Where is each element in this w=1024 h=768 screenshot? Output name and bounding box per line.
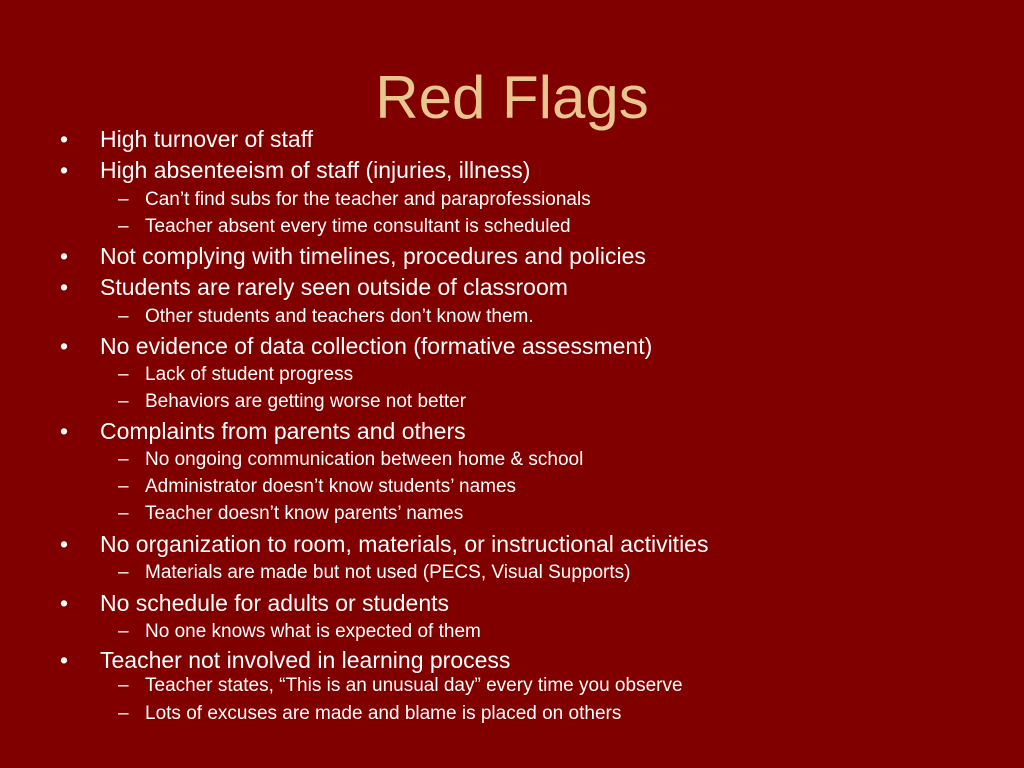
bullet-marker: • — [60, 243, 69, 269]
sub-bullet-marker: – — [118, 562, 129, 583]
sub-bullet-text: Lack of student progress — [145, 364, 354, 385]
sub-bullet-item — [118, 306, 534, 328]
sub-bullet-item — [118, 562, 630, 584]
bullet-marker: • — [60, 590, 69, 616]
sub-bullet-marker: – — [118, 503, 129, 524]
bullet-text: High turnover of staff — [100, 126, 314, 152]
sub-bullet-marker: – — [118, 189, 129, 210]
bullet-item — [60, 590, 449, 617]
bullet-text: No organization to room, materials, or instructional activities — [100, 531, 709, 557]
bullet-marker: • — [60, 274, 69, 300]
sub-bullet-item — [118, 189, 591, 211]
sub-bullet-marker: – — [118, 391, 129, 412]
bullet-text: No evidence of data collection (formative assessment) — [100, 333, 653, 359]
bullet-text: Complaints from parents and others — [100, 418, 466, 444]
sub-bullet-text: Teacher absent every time consultant is scheduled — [145, 216, 571, 237]
sub-bullet-item — [118, 364, 353, 386]
sub-bullet-marker: – — [118, 675, 129, 696]
sub-bullet-item — [118, 503, 463, 525]
bullet-text: High absenteeism of staff (injuries, illness) — [100, 157, 531, 183]
sub-bullet-item — [118, 476, 516, 498]
bullet-marker: • — [60, 157, 69, 183]
bullet-marker: • — [60, 418, 69, 444]
bullet-marker: • — [60, 126, 69, 152]
bullet-text: Not complying with timelines, procedures and policies — [100, 243, 646, 269]
sub-bullet-marker: – — [118, 703, 129, 724]
bullet-text: Students are rarely seen outside of classroom — [100, 274, 568, 300]
bullet-marker: • — [60, 647, 69, 673]
bullet-marker: • — [60, 333, 69, 359]
slide-title: Red Flags — [375, 64, 649, 131]
bullet-text: No schedule for adults or students — [100, 590, 450, 616]
sub-bullet-item — [118, 703, 621, 725]
sub-bullet-item — [118, 675, 683, 697]
sub-bullet-text: Teacher doesn’t know parents’ names — [145, 503, 464, 524]
sub-bullet-marker: – — [118, 621, 129, 642]
bullet-text: Teacher not involved in learning process — [100, 647, 511, 673]
bullet-item — [60, 531, 708, 558]
bullet-item — [60, 243, 646, 270]
bullet-item — [60, 126, 313, 153]
sub-bullet-item — [118, 621, 481, 643]
sub-bullet-marker: – — [118, 306, 129, 327]
bullet-marker: • — [60, 531, 69, 557]
sub-bullet-text: No ongoing communication between home & school — [145, 449, 584, 470]
sub-bullet-item — [118, 391, 466, 413]
sub-bullet-text: Teacher states, “This is an unusual day” every time you observe — [145, 675, 683, 696]
sub-bullet-marker: – — [118, 449, 129, 470]
sub-bullet-marker: – — [118, 364, 129, 385]
bullet-item — [60, 333, 652, 360]
bullet-item — [60, 647, 510, 674]
sub-bullet-item — [118, 216, 571, 238]
sub-bullet-text: Other students and teachers don’t know them. — [145, 306, 534, 327]
sub-bullet-marker: – — [118, 476, 129, 497]
sub-bullet-text: Materials are made but not used (PECS, Visual Supports) — [145, 562, 631, 583]
bullet-item — [60, 157, 530, 184]
sub-bullet-text: Administrator doesn’t know students’ names — [145, 476, 517, 497]
sub-bullet-text: Lots of excuses are made and blame is placed on others — [145, 703, 622, 724]
sub-bullet-item — [118, 449, 583, 471]
bullet-item — [60, 418, 466, 445]
sub-bullet-text: Behaviors are getting worse not better — [145, 391, 467, 412]
sub-bullet-marker: – — [118, 216, 129, 237]
sub-bullet-text: Can’t find subs for the teacher and paraprofessionals — [145, 189, 591, 210]
sub-bullet-text: No one knows what is expected of them — [145, 621, 481, 642]
bullet-item — [60, 274, 568, 301]
